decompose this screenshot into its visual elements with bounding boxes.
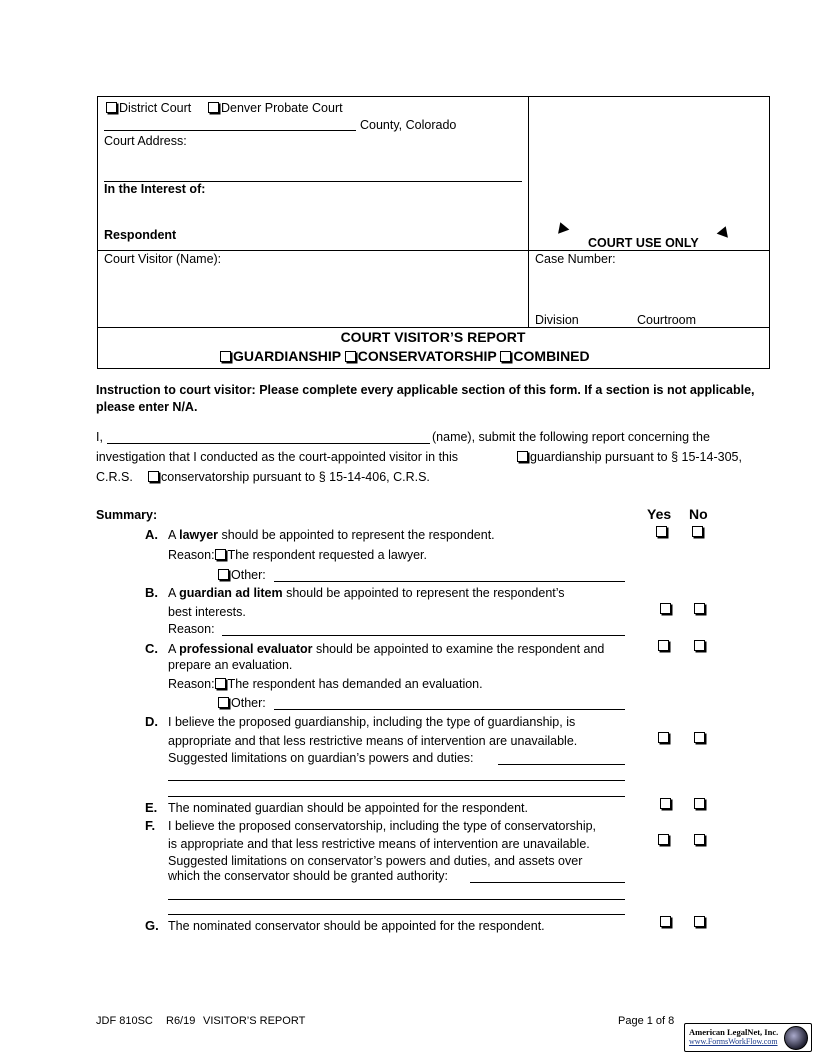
item-e-text: The nominated guardian should be appointed for the respondent. [168,801,528,815]
globe-icon [784,1026,808,1050]
item-b-letter: B. [145,585,158,600]
item-b-line2: best interests. [168,605,246,619]
instruction-text: Instruction to court visitor: Please complete every applicable section of this form. If a section is not applicable, please enter N/A. [96,383,755,414]
intro-guardianship-option[interactable]: guardianship pursuant to § 15-14-305, [517,450,742,464]
item-e-yes-checkbox[interactable] [660,798,671,809]
county-colorado-label: County, Colorado [360,118,457,132]
item-f-field-1[interactable] [470,882,625,883]
item-a-yes-checkbox[interactable] [656,526,667,537]
conservatorship-checkbox[interactable] [345,351,356,362]
item-a-no-checkbox[interactable] [692,526,703,537]
item-d-line1: I believe the proposed guardianship, including the type of guardianship, is [168,715,576,729]
intro-line3a: C.R.S. [96,470,133,484]
item-a-text: A lawyer should be appointed to represent the respondent. [168,528,495,542]
court-use-only-label: COURT USE ONLY [588,236,699,250]
item-g-text: The nominated conservator should be appointed for the respondent. [168,919,545,933]
item-c-reason-checkbox[interactable] [215,678,226,689]
item-f-yes-checkbox[interactable] [658,834,669,845]
item-c-other-checkbox[interactable] [218,697,229,708]
item-f-field-3[interactable] [168,914,625,915]
denver-probate-checkbox[interactable] [208,102,219,113]
footer-page: Page 1 of 8 [618,1015,675,1027]
division-label: Division [535,313,579,327]
item-d-field-3[interactable] [168,796,625,797]
court-visitor-name-label: Court Visitor (Name): [104,252,222,266]
denver-probate-option[interactable]: Denver Probate Court [208,101,343,115]
item-f-line3: Suggested limitations on conservator’s powers and duties, and assets over [168,854,583,868]
item-c-other-field[interactable] [274,709,625,710]
item-d-letter: D. [145,714,158,729]
item-d-no-checkbox[interactable] [694,732,705,743]
caption-divider-h1 [97,250,769,251]
item-c-reason: Reason: The respondent has demanded an evaluation. [168,677,483,691]
report-title: COURT VISITOR’S REPORT [340,329,526,345]
logo-company-name: American LegalNet, Inc. [689,1027,779,1037]
item-g-letter: G. [145,918,159,933]
no-header: No [689,506,708,522]
caption-divider-vertical [528,96,529,327]
item-c-line2: prepare an evaluation. [168,658,293,672]
item-b-yes-checkbox[interactable] [660,603,671,614]
combined-checkbox[interactable] [500,351,511,362]
item-e-letter: E. [145,800,158,815]
item-g-no-checkbox[interactable] [694,916,705,927]
item-f-no-checkbox[interactable] [694,834,705,845]
footer-form-id: JDF 810SC [96,1015,153,1027]
item-a-letter: A. [145,527,158,542]
guardianship-checkbox[interactable] [220,351,231,362]
district-court-checkbox[interactable] [106,102,117,113]
item-b-no-checkbox[interactable] [694,603,705,614]
item-c-text: A professional evaluator should be appointed to examine the respondent and [168,642,605,656]
item-a-other-checkbox[interactable] [218,569,229,580]
item-a-other-field[interactable] [274,581,625,582]
item-d-field-2[interactable] [168,780,625,781]
visitor-name-field[interactable] [107,443,430,444]
item-d-field-1[interactable] [498,764,625,765]
item-a-other: Other: [218,568,266,582]
item-c-yes-checkbox[interactable] [658,640,669,651]
report-type-options [220,348,590,364]
item-f-line2: is appropriate and that less restrictive means of intervention are unavailable. [168,837,590,851]
caption-divider-h2 [97,327,769,328]
guardianship-option[interactable]: GUARDIANSHIP [220,348,341,364]
conservatorship-option[interactable]: CONSERVATORSHIP [345,348,497,364]
court-address-label: Court Address: [104,134,187,148]
footer-revision: R6/19 [166,1015,196,1027]
combined-option[interactable]: COMBINED [500,348,589,364]
item-a-reason-checkbox[interactable] [215,549,226,560]
item-f-letter: F. [145,818,156,833]
item-f-line1: I believe the proposed conservatorship, including the type of conservatorship, [168,819,597,833]
item-b-reason-field[interactable] [222,635,625,636]
item-g-yes-checkbox[interactable] [660,916,671,927]
item-f-field-2[interactable] [168,899,625,900]
item-d-line3: Suggested limitations on guardian’s powers and duties: [168,751,474,765]
item-b-text: A guardian ad litem should be appointed to represent the respondent’s [168,586,565,600]
summary-label: Summary: [96,508,158,522]
item-e-no-checkbox[interactable] [694,798,705,809]
respondent-label: Respondent [104,228,177,242]
item-c-no-checkbox[interactable] [694,640,705,651]
yes-header: Yes [647,506,672,522]
item-a-reason: Reason: The respondent requested a lawyer. [168,548,427,562]
intro-conservatorship-option[interactable]: conservatorship pursuant to § 15-14-406, C.R.S. [148,470,430,484]
item-d-yes-checkbox[interactable] [658,732,669,743]
intro-i: I, [96,430,103,444]
intro-guardianship-checkbox[interactable] [517,451,528,462]
item-d-line2: appropriate and that less restrictive means of intervention are unavailable. [168,734,578,748]
footer-form-name: VISITOR’S REPORT [203,1015,306,1027]
item-f-line4: which the conservator should be granted authority: [168,869,449,883]
intro-line1: (name), submit the following report concerning the [432,430,710,444]
courtroom-label: Courtroom [637,313,697,327]
item-b-reason: Reason: [168,622,215,636]
american-legalnet-logo[interactable] [684,1023,812,1052]
item-c-other: Other: [218,696,266,710]
item-c-letter: C. [145,641,158,656]
case-number-label: Case Number: [535,252,616,266]
intro-conservatorship-checkbox[interactable] [148,471,159,482]
intro-line2a: investigation that I conducted as the court-appointed visitor in this [96,450,459,464]
logo-website-link[interactable]: www.FormsWorkFlow.com [689,1037,778,1046]
district-court-option[interactable]: District Court [106,101,191,115]
in-interest-label: In the Interest of: [104,182,206,196]
county-name-field[interactable] [104,130,356,131]
